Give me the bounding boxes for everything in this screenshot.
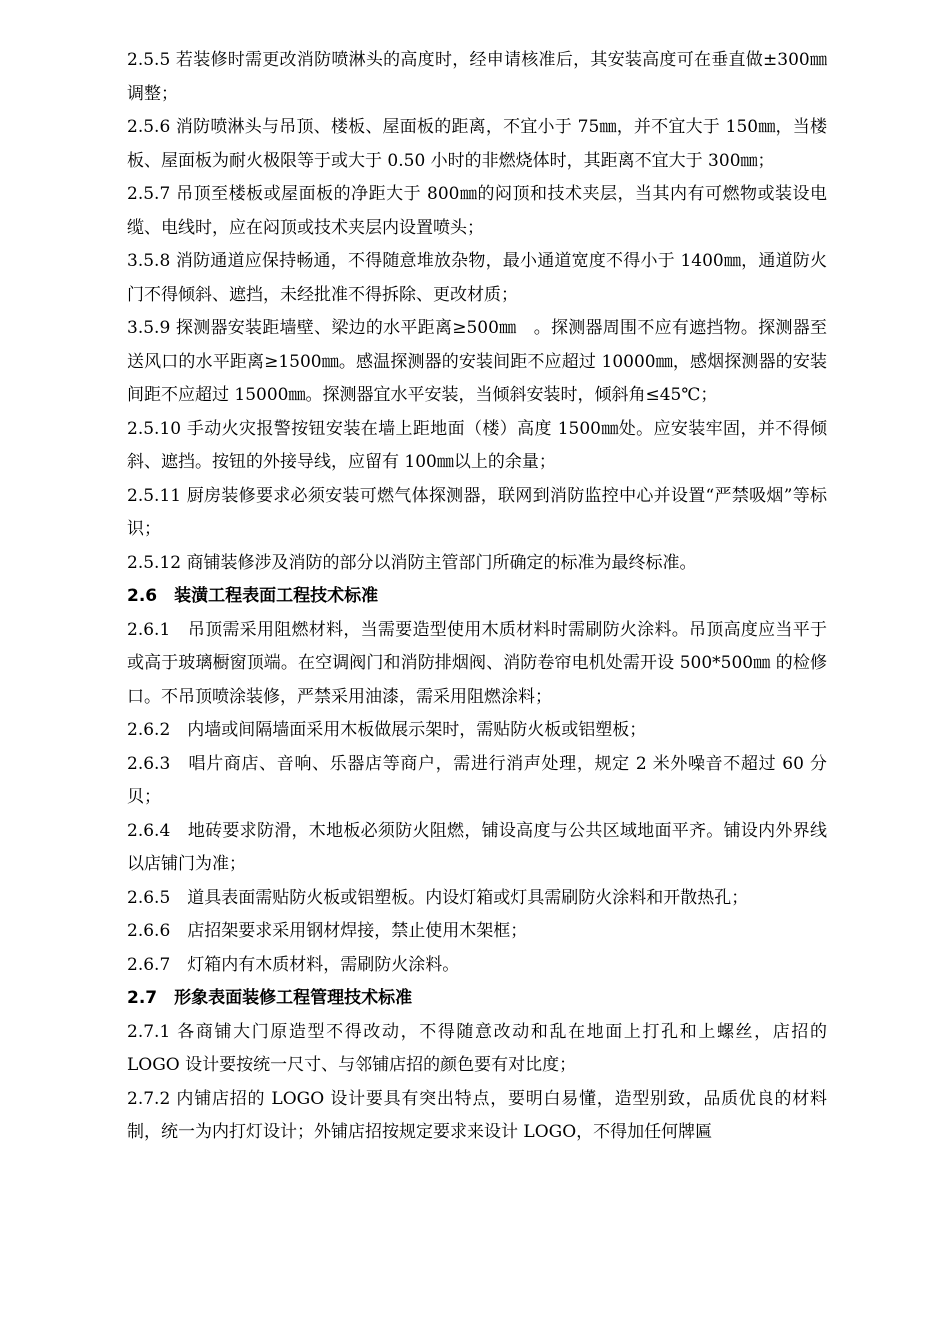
clause-2-6-6: 2.6.6 店招架要求采用钢材焊接，禁止使用木架框； xyxy=(127,921,528,941)
clause-2-5-11: 2.5.11 厨房装修要求必须安装可燃气体探测器，联网到消防监控中心并设置“严禁吸烟”等标识； xyxy=(127,485,827,539)
section-heading-2-7: 2.7 形象表面装修工程管理技术标准 xyxy=(127,988,413,1008)
clause-2-5-5: 2.5.5 若装修时需更改消防喷淋头的高度时，经申请核准后，其安装高度可在垂直做±300㎜调整； xyxy=(127,50,827,104)
clause-2-5-6: 2.5.6 消防喷淋头与吊顶、楼板、屋面板的距离，不宜小于 75㎜，并不宜大于 150㎜，当楼板、屋面板为耐火极限等于或大于 0.50 小时的非燃烧体时，其距离不宜大于 300㎜； xyxy=(127,117,827,171)
clause-2-6-7: 2.6.7 灯箱内有木质材料，需刷防火涂料。 xyxy=(127,954,460,975)
clause-2-6-4: 2.6.4 地砖要求防滑，木地板必须防火阻燃，铺设高度与公共区域地面平齐。铺设内外界线以店铺门为准； xyxy=(127,820,827,874)
clause-2-6-5: 2.6.5 道具表面需贴防火板或铝塑板。内设灯箱或灯具需刷防火涂料和开散热孔； xyxy=(127,887,749,908)
clause-2-7-1: 2.7.1 各商铺大门原造型不得改动，不得随意改动和乱在地面上打孔和上螺丝，店招的 LOGO 设计要按统一尺寸、与邻铺店招的颜色要有对比度； xyxy=(127,1021,827,1075)
clause-2-6-1: 2.6.1 吊顶需采用阻燃材料，当需要造型使用木质材料时需刷防火涂料。吊顶高度应当平于或高于玻璃橱窗顶端。在空调阀门和消防排烟阀、消防卷帘电机处需开设 500*500㎜ 的检修口。不吊顶喷涂装修，严禁采用油漆，需采用阻燃涂料； xyxy=(127,619,827,707)
clause-2-5-7: 2.5.7 吊顶至楼板或屋面板的净距大于 800㎜的闷顶和技术夹层，当其内有可燃物或装设电缆、电线时，应在闷顶或技术夹层内设置喷头； xyxy=(127,184,827,238)
clause-2-7-2: 2.7.2 内铺店招的 LOGO 设计要具有突出特点，要明白易懂，造型别致，品质优良的材料制，统一为内打灯设计；外铺店招按规定要求来设计 LOGO，不得加任何牌匾 xyxy=(127,1088,827,1142)
clause-2-6-3: 2.6.3 唱片商店、音响、乐器店等商户，需进行消声处理，规定 2 米外噪音不超过 60 分贝； xyxy=(127,753,827,807)
clause-2-5-12: 2.5.12 商铺装修涉及消防的部分以消防主管部门所确定的标准为最终标准。 xyxy=(127,552,697,573)
clause-3-5-9: 3.5.9 探测器安装距墙壁、梁边的水平距离≥500㎜ 。探测器周围不应有遮挡物。探测器至送风口的水平距离≥1500㎜。感温探测器的安装间距不应超过 10000㎜，感烟探测器的安装间距不应超过 15000㎜。探测器宜水平安装，当倾斜安装时，倾斜角≤45℃； xyxy=(127,318,827,405)
clause-2-6-2: 2.6.2 内墙或间隔墙面采用木板做展示架时，需贴防火板或铝塑板； xyxy=(127,720,647,740)
section-heading-2-6: 2.6 装潢工程表面工程技术标准 xyxy=(127,586,379,606)
clause-3-5-8: 3.5.8 消防通道应保持畅通，不得随意堆放杂物，最小通道宽度不得小于 1400㎜，通道防火门不得倾斜、遮挡，未经批准不得拆除、更改材质； xyxy=(127,251,827,305)
clause-2-5-10: 2.5.10 手动火灾报警按钮安装在墙上距地面（楼）高度 1500㎜处。应安装牢固，并不得倾斜、遮挡。按钮的外接导线，应留有 100㎜以上的余量； xyxy=(127,418,827,472)
document-page xyxy=(127,44,827,1150)
